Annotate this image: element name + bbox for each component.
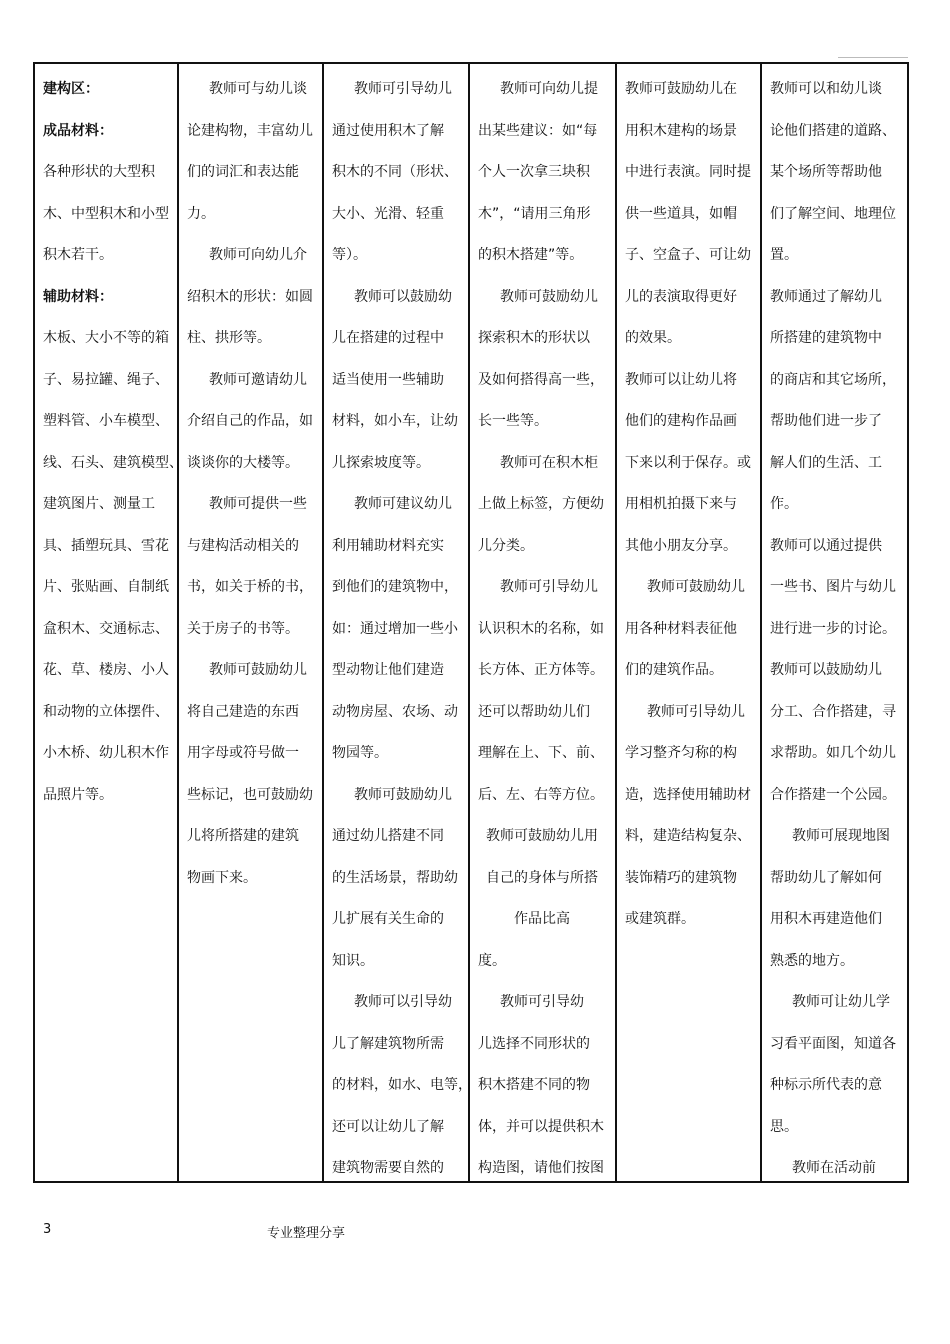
- cell-text-line: 帮助幼儿了解如何: [770, 869, 882, 886]
- cell-text-line: 习看平面图，知道各: [770, 1035, 896, 1052]
- activity-table: [33, 62, 909, 1183]
- cell-text-line: 种标示所代表的意: [770, 1077, 882, 1093]
- cell-text-line: 教师可鼓励幼儿: [209, 662, 307, 678]
- cell-text-line: 子、易拉罐、绳子、: [43, 371, 169, 388]
- cell-text-line: 们了解空间、地理位: [770, 205, 896, 222]
- cell-text-line: 如：通过增加一些小: [332, 620, 458, 637]
- cell-column-4: [470, 64, 615, 1181]
- cell-text-line: 木、中型积木和小型: [43, 205, 169, 222]
- cell-text-line: 进行进一步的讨论。: [770, 620, 896, 637]
- cell-text-line: 或建筑群。: [625, 911, 695, 927]
- cell-text-line: 用积木再建造他们: [770, 911, 882, 927]
- cell-text-line: 儿的表演取得更好: [625, 288, 737, 305]
- cell-text-line: 求帮助。如几个幼儿: [770, 745, 896, 761]
- cell-text-line: 后、左、右等方位。: [478, 786, 604, 803]
- cell-text-line: 力。: [187, 205, 215, 222]
- cell-text-line: 通过使用积木了解: [332, 122, 444, 139]
- cell-text-line: 塑料管、小车模型、: [43, 413, 169, 429]
- cell-text-line: 他们的建构作品画: [625, 413, 737, 429]
- cell-text-line: 教师可展现地图: [792, 828, 890, 844]
- cell-text-line: 上做上标签，方便幼: [478, 496, 604, 512]
- table-cell-2: [178, 63, 323, 1182]
- cell-text-line: 教师可向幼儿提: [500, 81, 598, 97]
- cell-text-line: 教师可鼓励幼儿: [500, 288, 598, 305]
- cell-text-line: 用积木建构的场景: [625, 122, 737, 139]
- cell-text-line: 儿在搭建的过程中: [332, 330, 444, 346]
- cell-text-line: 教师可引导幼儿: [647, 703, 745, 720]
- cell-text-line: 关于房子的书等。: [187, 620, 299, 637]
- cell-text-line: 教师可以和幼儿谈: [770, 81, 882, 97]
- cell-text-line: 体，并可以提供积木: [478, 1118, 604, 1135]
- cell-text-line: 适当使用一些辅助: [332, 371, 444, 388]
- cell-text-line: 长方体、正方体等。: [478, 662, 604, 678]
- cell-text-line: 花、草、楼房、小人: [43, 662, 169, 678]
- cell-text-line: 熟悉的地方。: [770, 952, 854, 969]
- cell-text-line: 还可以让幼儿了解: [332, 1118, 444, 1135]
- cell-text-line: 用相机拍摄下来与: [625, 496, 737, 512]
- cell-text-line: 与建构活动相关的: [187, 537, 299, 554]
- cell-text-line: 认识积木的名称，如: [478, 620, 604, 637]
- cell-text-line: 料，建造结构复杂、: [625, 828, 751, 844]
- cell-text-line: 建筑物需要自然的: [332, 1160, 444, 1176]
- cell-text-line: 教师可引导幼: [500, 994, 584, 1010]
- table-cell-5: [616, 63, 761, 1182]
- cell-text-line: 教师可鼓励幼儿用: [486, 828, 598, 844]
- cell-text-line: 教师可鼓励幼儿: [647, 579, 745, 595]
- cell-text-line: 教师可让幼儿学: [792, 994, 890, 1010]
- cell-text-line: 将自己建造的东西: [187, 703, 299, 720]
- cell-text-line: 积木搭建不同的物: [478, 1077, 590, 1093]
- table-cell-materials: [34, 63, 183, 1182]
- cell-text-line: 个人一次拿三块积: [478, 164, 590, 180]
- cell-text-line: 盒积木、交通标志、: [43, 620, 169, 637]
- cell-text-line: 教师可在积木柜: [500, 454, 598, 471]
- cell-text-line: 儿将所搭建的建筑: [187, 828, 299, 844]
- cell-text-line: 的商店和其它场所，: [770, 371, 896, 388]
- cell-text-line: 下来以利于保存。或: [625, 454, 751, 471]
- cell-text-line: 及如何搭得高一些，: [478, 371, 604, 388]
- cell-text-line: 儿扩展有关生命的: [332, 911, 444, 927]
- page-number: 3: [43, 1222, 52, 1237]
- cell-text-line: 子、空盒子、可让幼: [625, 247, 751, 263]
- cell-text-line: 木”，“请用三角形: [478, 205, 591, 222]
- cell-text-line: 线、石头、建筑模型、: [43, 454, 183, 471]
- cell-text-line: 其他小朋友分享。: [625, 537, 737, 554]
- cell-text-line: 中进行表演。同时提: [625, 164, 751, 180]
- cell-text-line: 教师可建议幼儿: [354, 496, 452, 512]
- cell-text-line: 知识。: [332, 952, 374, 969]
- cell-text-line: 等）。: [332, 247, 367, 263]
- cell-text-line: 利用辅助材料充实: [332, 537, 444, 554]
- cell-text-line: 各种形状的大型积: [43, 164, 155, 180]
- cell-text-line: 品照片等。: [43, 786, 113, 803]
- cell-text-line: 们的建筑作品。: [625, 662, 723, 678]
- cell-text-line: 教师在活动前: [792, 1160, 876, 1176]
- cell-text-line: 教师可邀请幼儿: [209, 371, 307, 388]
- cell-text-line: 教师可以鼓励幼: [354, 288, 452, 305]
- cell-text-line: 论建构物，丰富幼儿: [187, 122, 313, 139]
- cell-text-line: 作。: [770, 496, 798, 512]
- cell-text-line: 教师可鼓励幼儿: [354, 786, 452, 803]
- table-cell-3: [323, 63, 472, 1182]
- cell-column-5: [617, 64, 760, 1181]
- cell-text-line: 积木若干。: [43, 247, 113, 263]
- cell-text-line: 型动物让他们建造: [332, 662, 444, 678]
- cell-text-line: 解人们的生活、工: [770, 454, 882, 471]
- cell-text-line: 的材料，如水、电等，: [332, 1077, 472, 1093]
- cell-text-line: 材料，如小车，让幼: [332, 413, 458, 429]
- cell-text-line: 儿探索坡度等。: [332, 454, 430, 471]
- footer-text: 专业整理分享: [267, 1226, 346, 1241]
- cell-text-line: 供一些道具，如帽: [625, 205, 737, 222]
- cell-text-line: 教师可鼓励幼儿在: [625, 81, 737, 97]
- cell-text-line: 大小、光滑、轻重: [332, 205, 444, 222]
- cell-text-line: 动物房屋、农场、动: [332, 703, 458, 720]
- cell-text-line: 作品比高: [514, 911, 570, 927]
- cell-text-line: 和动物的立体摆件、: [43, 703, 169, 720]
- cell-text-line: 些标记，也可鼓励幼: [187, 786, 313, 803]
- cell-text-line: 长一些等。: [478, 413, 548, 429]
- table-cell-4: [469, 63, 616, 1182]
- cell-text-line: 辅助材料：: [43, 288, 113, 305]
- cell-materials: [35, 64, 183, 1181]
- cell-text-line: 置。: [770, 247, 798, 263]
- cell-text-line: 某个场所等帮助他: [770, 164, 882, 180]
- cell-text-line: 帮助他们进一步了: [770, 413, 882, 429]
- cell-text-line: 小木桥、幼儿积木作: [43, 745, 169, 761]
- cell-text-line: 合作搭建一个公园。: [770, 786, 896, 803]
- cell-text-line: 物画下来。: [187, 869, 257, 886]
- cell-text-line: 建筑图片、测量工: [43, 496, 155, 512]
- cell-text-line: 通过幼儿搭建不同: [332, 828, 444, 844]
- cell-text-line: 儿选择不同形状的: [478, 1035, 590, 1052]
- cell-text-line: 建构区：: [43, 81, 99, 97]
- cell-column-2: [179, 64, 322, 1181]
- cell-text-line: 谈谈你的大楼等。: [187, 454, 299, 471]
- table-cell-6: [761, 63, 908, 1182]
- cell-text-line: 教师可提供一些: [209, 496, 307, 512]
- cell-text-line: 到他们的建筑物中，: [332, 579, 458, 595]
- cell-text-line: 自己的身体与所搭: [486, 869, 598, 886]
- cell-text-line: 出某些建议：如“每: [478, 122, 598, 139]
- cell-text-line: 教师可以让幼儿将: [625, 371, 737, 388]
- cell-text-line: 装饰精巧的建筑物: [625, 869, 737, 886]
- cell-text-line: 还可以帮助幼儿们: [478, 703, 590, 720]
- cell-text-line: 分工、合作搭建，寻: [770, 703, 896, 720]
- cell-text-line: 介绍自己的作品，如: [187, 413, 313, 429]
- cell-text-line: 思。: [770, 1118, 798, 1135]
- cell-text-line: 度。: [478, 952, 506, 969]
- header-rule: [838, 57, 908, 58]
- cell-text-line: 一些书、图片与幼儿: [770, 579, 896, 595]
- table-row: [34, 63, 908, 1182]
- cell-text-line: 造，选择使用辅助材: [625, 786, 751, 803]
- cell-text-line: 儿分类。: [478, 537, 534, 554]
- cell-text-line: 教师可以引导幼: [354, 994, 452, 1010]
- cell-text-line: 成品材料：: [43, 122, 113, 139]
- cell-text-line: 的效果。: [625, 330, 681, 346]
- cell-text-line: 们的词汇和表达能: [187, 164, 299, 180]
- cell-text-line: 教师可向幼儿介: [209, 247, 307, 263]
- cell-text-line: 书，如关于桥的书，: [187, 579, 313, 595]
- cell-text-line: 理解在上、下、前、: [478, 745, 604, 761]
- cell-text-line: 教师可以通过提供: [770, 537, 882, 554]
- cell-text-line: 所搭建的建筑物中: [770, 330, 882, 346]
- cell-text-line: 用各种材料表征他: [625, 620, 737, 637]
- cell-text-line: 教师可引导幼儿: [500, 579, 598, 595]
- cell-text-line: 片、张贴画、自制纸: [43, 579, 169, 595]
- cell-text-line: 儿了解建筑物所需: [332, 1035, 444, 1052]
- cell-text-line: 用字母或符号做一: [187, 745, 299, 761]
- cell-text-line: 积木的不同（形状、: [332, 164, 458, 180]
- cell-column-3: [324, 64, 472, 1181]
- cell-text-line: 教师通过了解幼儿: [770, 288, 882, 305]
- cell-text-line: 的积木搭建”等。: [478, 247, 584, 263]
- cell-text-line: 教师可引导幼儿: [354, 81, 452, 97]
- cell-text-line: 学习整齐匀称的构: [625, 745, 737, 761]
- cell-text-line: 物园等。: [332, 745, 388, 761]
- cell-text-line: 木板、大小不等的箱: [43, 330, 169, 346]
- cell-text-line: 论他们搭建的道路、: [770, 122, 896, 139]
- cell-text-line: 教师可与幼儿谈: [209, 81, 307, 97]
- cell-text-line: 探索积木的形状以: [478, 330, 590, 346]
- cell-column-6: [762, 64, 907, 1181]
- cell-text-line: 具、插塑玩具、雪花: [43, 537, 169, 554]
- cell-text-line: 柱、拱形等。: [187, 330, 271, 346]
- cell-text-line: 绍积木的形状：如圆: [187, 288, 313, 305]
- cell-text-line: 教师可以鼓励幼儿: [770, 662, 882, 678]
- cell-text-line: 的生活场景，帮助幼: [332, 869, 458, 886]
- cell-text-line: 构造图，请他们按图: [478, 1160, 604, 1176]
